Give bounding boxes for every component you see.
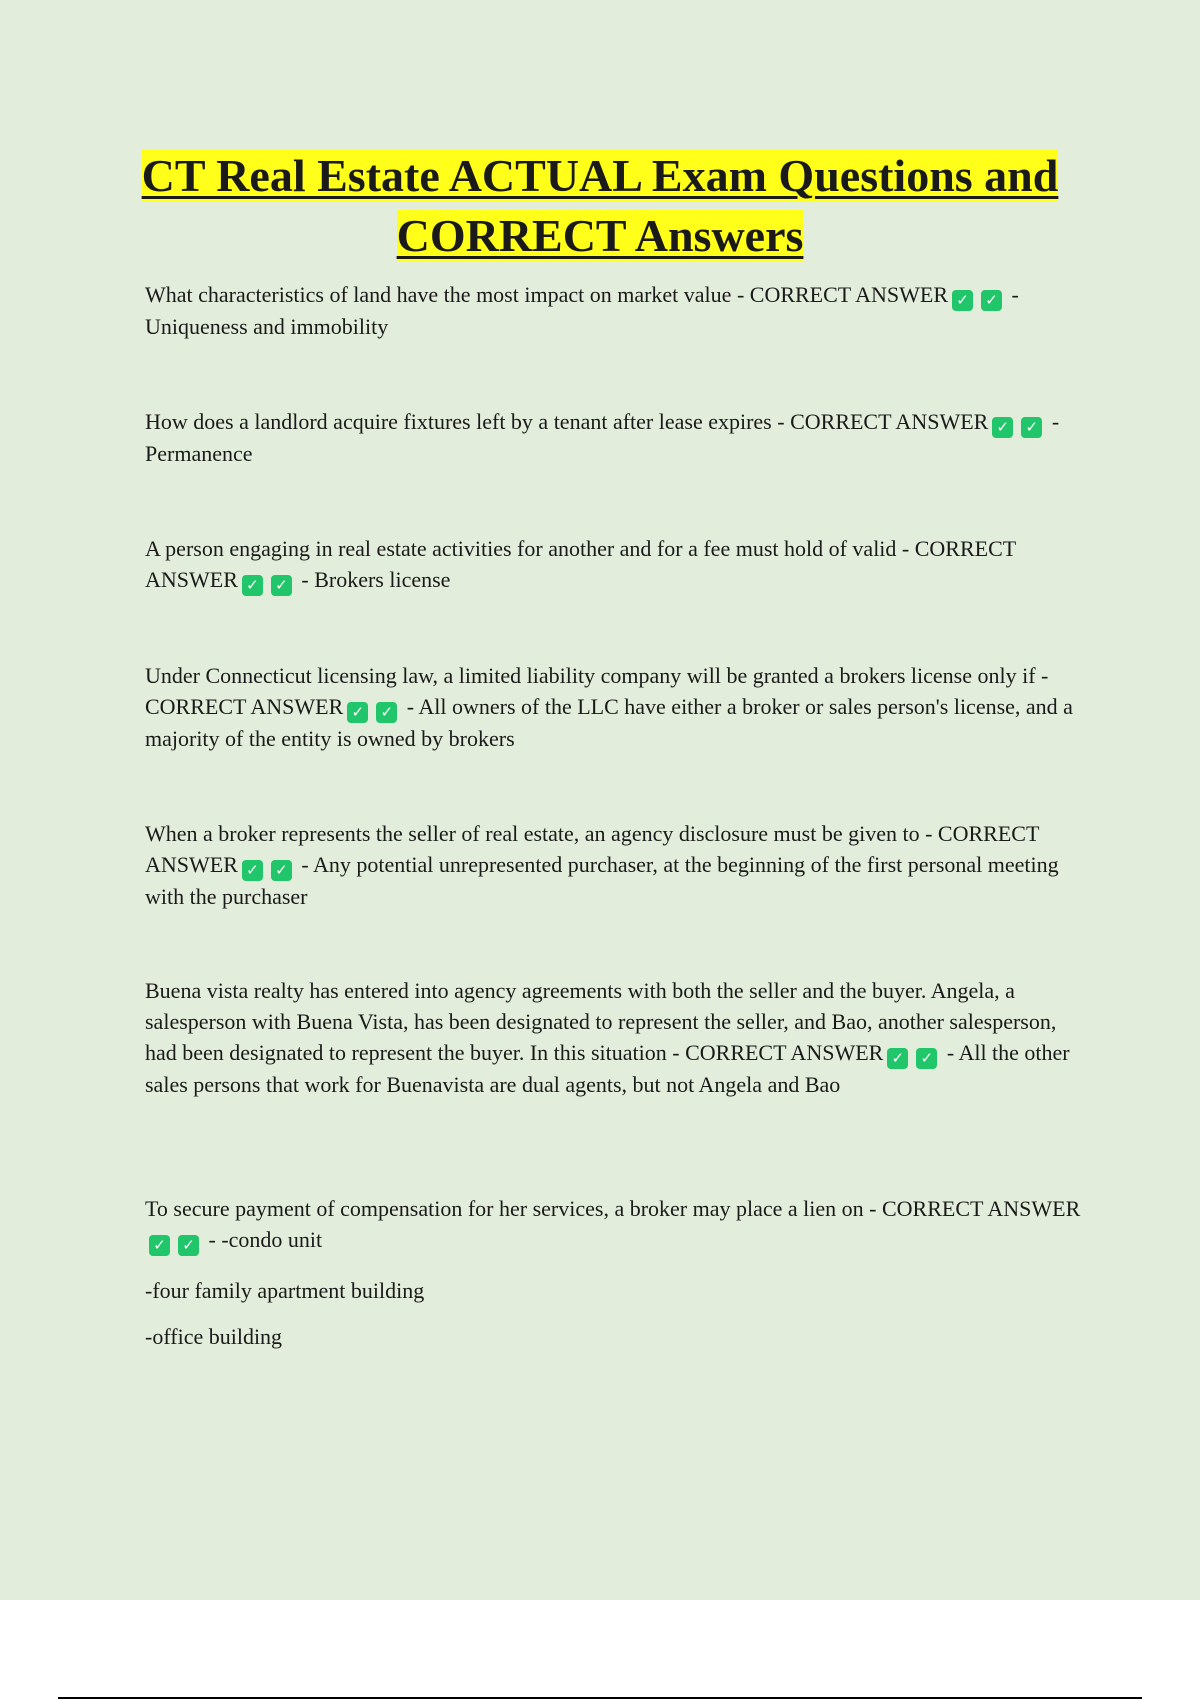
answer-text: - Any potential unrepresented purchaser, at the beginning of the first personal meeting with the purchaser xyxy=(145,852,1059,909)
answer-continuation-line: -office building xyxy=(145,1324,283,1349)
answer-text: - Uniqueness and immobility xyxy=(145,282,1019,339)
answer-text: - All the other sales persons that work for Buenavista are dual agents, but not Angela and Bao xyxy=(145,1040,1070,1097)
question-text: How does a landlord acquire fixtures left by a tenant after lease expires - xyxy=(145,409,791,434)
check-mark-icon: ✓ xyxy=(149,1235,170,1256)
answer-text: - Permanence xyxy=(145,409,1060,466)
page-footer-divider xyxy=(58,1697,1142,1699)
qa-item-2 xyxy=(145,406,1090,469)
check-mark-icon: ✓ xyxy=(271,575,292,596)
answer-text: - Brokers license xyxy=(295,567,451,592)
check-mark-icon: ✓ xyxy=(242,575,263,596)
document-title-text: CT Real Estate ACTUAL Exam Questions and CORRECT Answers xyxy=(141,150,1059,261)
check-mark-icon: ✓ xyxy=(981,290,1002,311)
qa-item-3 xyxy=(145,533,1090,596)
check-mark-icon: ✓ xyxy=(887,1048,908,1069)
question-text: Under Connecticut licensing law, a limited liability company will be granted a brokers license only if - xyxy=(145,663,1049,688)
question-text: Buena vista realty has entered into agency agreements with both the seller and the buyer. Angela, a salesperson with Buena Vista, has been designated to represent the seller, and Bao, another salesperson, had been designated to represent the buyer. In this situation - xyxy=(145,978,1057,1065)
answer-marker: CORRECT ANSWER xyxy=(145,694,344,719)
answer-marker: CORRECT ANSWER xyxy=(790,409,989,434)
check-mark-icon: ✓ xyxy=(178,1235,199,1256)
question-text: When a broker represents the seller of real estate, an agency disclosure must be given to - xyxy=(145,821,938,846)
qa-item-4 xyxy=(145,660,1090,754)
answer-marker: CORRECT ANSWER xyxy=(749,282,949,307)
answer-text: - -condo unit xyxy=(203,1227,323,1252)
answer-marker: CORRECT ANSWER xyxy=(145,821,1039,877)
qa-item-6 xyxy=(145,975,1090,1100)
qa-item-1 xyxy=(145,279,1090,342)
answer-marker: CORRECT ANSWER xyxy=(882,1196,1081,1221)
document-title xyxy=(60,146,1140,266)
check-mark-icon: ✓ xyxy=(1021,417,1042,438)
check-mark-icon: ✓ xyxy=(347,702,368,723)
question-text: A person engaging in real estate activities for another and for a fee must hold of valid - xyxy=(145,536,915,561)
answer-marker: CORRECT ANSWER xyxy=(145,536,1016,592)
question-text: What characteristics of land have the most impact on market value - xyxy=(145,282,750,307)
qa-item-5 xyxy=(145,818,1090,912)
check-mark-icon: ✓ xyxy=(242,860,263,881)
answer-continuation-line: -four family apartment building xyxy=(145,1278,425,1303)
check-mark-icon: ✓ xyxy=(952,290,973,311)
check-mark-icon: ✓ xyxy=(916,1048,937,1069)
check-mark-icon: ✓ xyxy=(376,702,397,723)
check-mark-icon: ✓ xyxy=(271,860,292,881)
answer-text: - All owners of the LLC have either a broker or sales person's license, and a majority of the entity is owned by brokers xyxy=(145,694,1073,751)
question-text: To secure payment of compensation for her services, a broker may place a lien on - xyxy=(145,1196,882,1221)
qa-item-7 xyxy=(145,1193,1090,1256)
answer-marker: CORRECT ANSWER xyxy=(685,1040,884,1065)
check-mark-icon: ✓ xyxy=(992,417,1013,438)
